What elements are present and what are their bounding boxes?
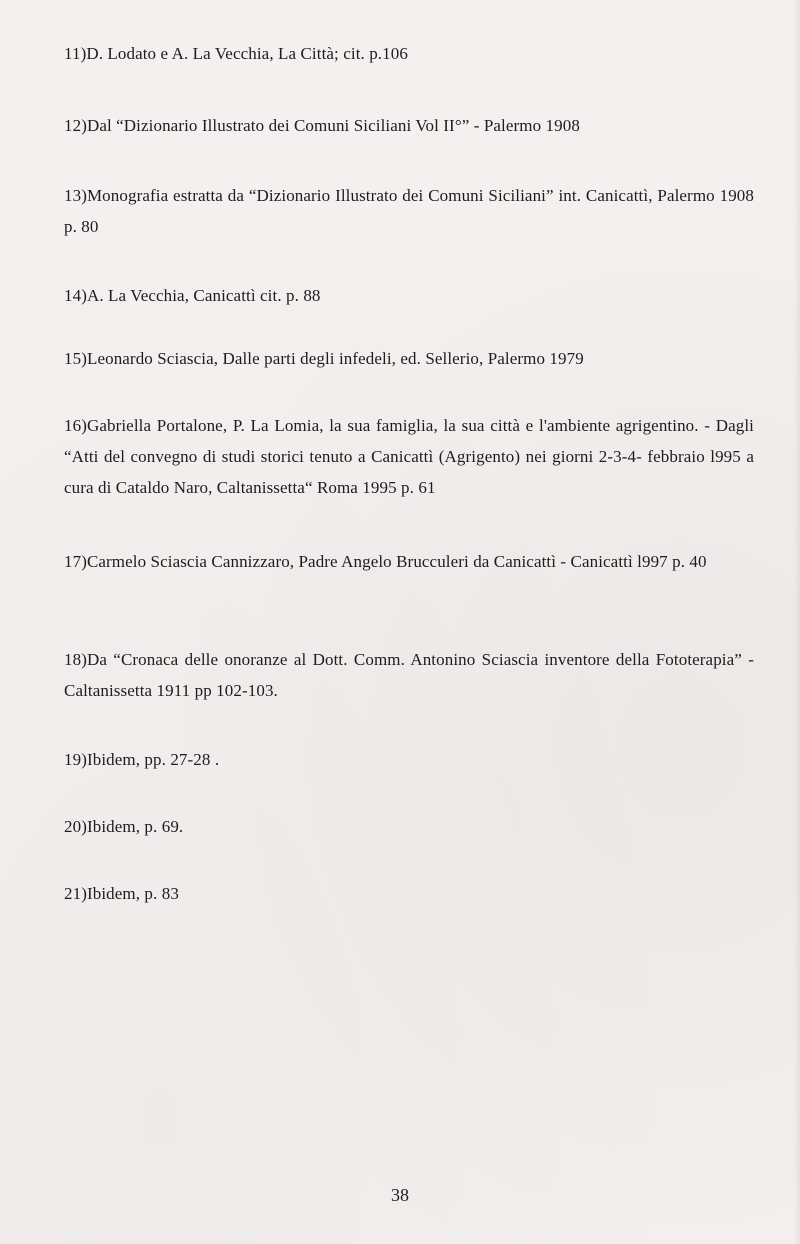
page-number: 38	[391, 1185, 409, 1205]
footnote-19: 19)Ibidem, pp. 27-28 .	[64, 750, 220, 769]
page-edge-shadow	[794, 0, 800, 1244]
footnote-15: 15)Leonardo Sciascia, Dalle parti degli infedeli, ed. Sellerio, Palermo 1979	[64, 349, 584, 368]
footnote-13: 13)Monografia estratta da “Dizionario Illustrato dei Comuni Siciliani” int. Canicattì, Palermo 1908 p. 80	[64, 186, 754, 236]
footnote-21: 21)Ibidem, p. 83	[64, 884, 179, 903]
footnote-18: 18)Da “Cronaca delle onoranze al Dott. Comm. Antonino Sciascia inventore della Fototerapia” - Caltanissetta 1911 pp 102-103.	[64, 650, 754, 700]
footnote-14: 14)A. La Vecchia, Canicattì cit. p. 88	[64, 286, 321, 305]
footnote-16: 16)Gabriella Portalone, P. La Lomia, la sua famiglia, la sua città e l'ambiente agrigentino. - Dagli “Atti del convegno di studi storici tenuto a Canicattì (Agrigento) nei giorni 2-3-4- febbraio l995 a cura di Cataldo Naro, Caltanissetta“ Roma 1995 p. 61	[64, 416, 754, 497]
footnote-17: 17)Carmelo Sciascia Cannizzaro, Padre Angelo Brucculeri da Canicattì - Canicattì l997 p. 40	[64, 552, 707, 571]
footnote-12: 12)Dal “Dizionario Illustrato dei Comuni Siciliani Vol II°” - Palermo 1908	[64, 116, 580, 135]
footnote-11: 11)D. Lodato e A. La Vecchia, La Città; cit. p.106	[64, 44, 408, 63]
footnote-20: 20)Ibidem, p. 69.	[64, 817, 184, 836]
